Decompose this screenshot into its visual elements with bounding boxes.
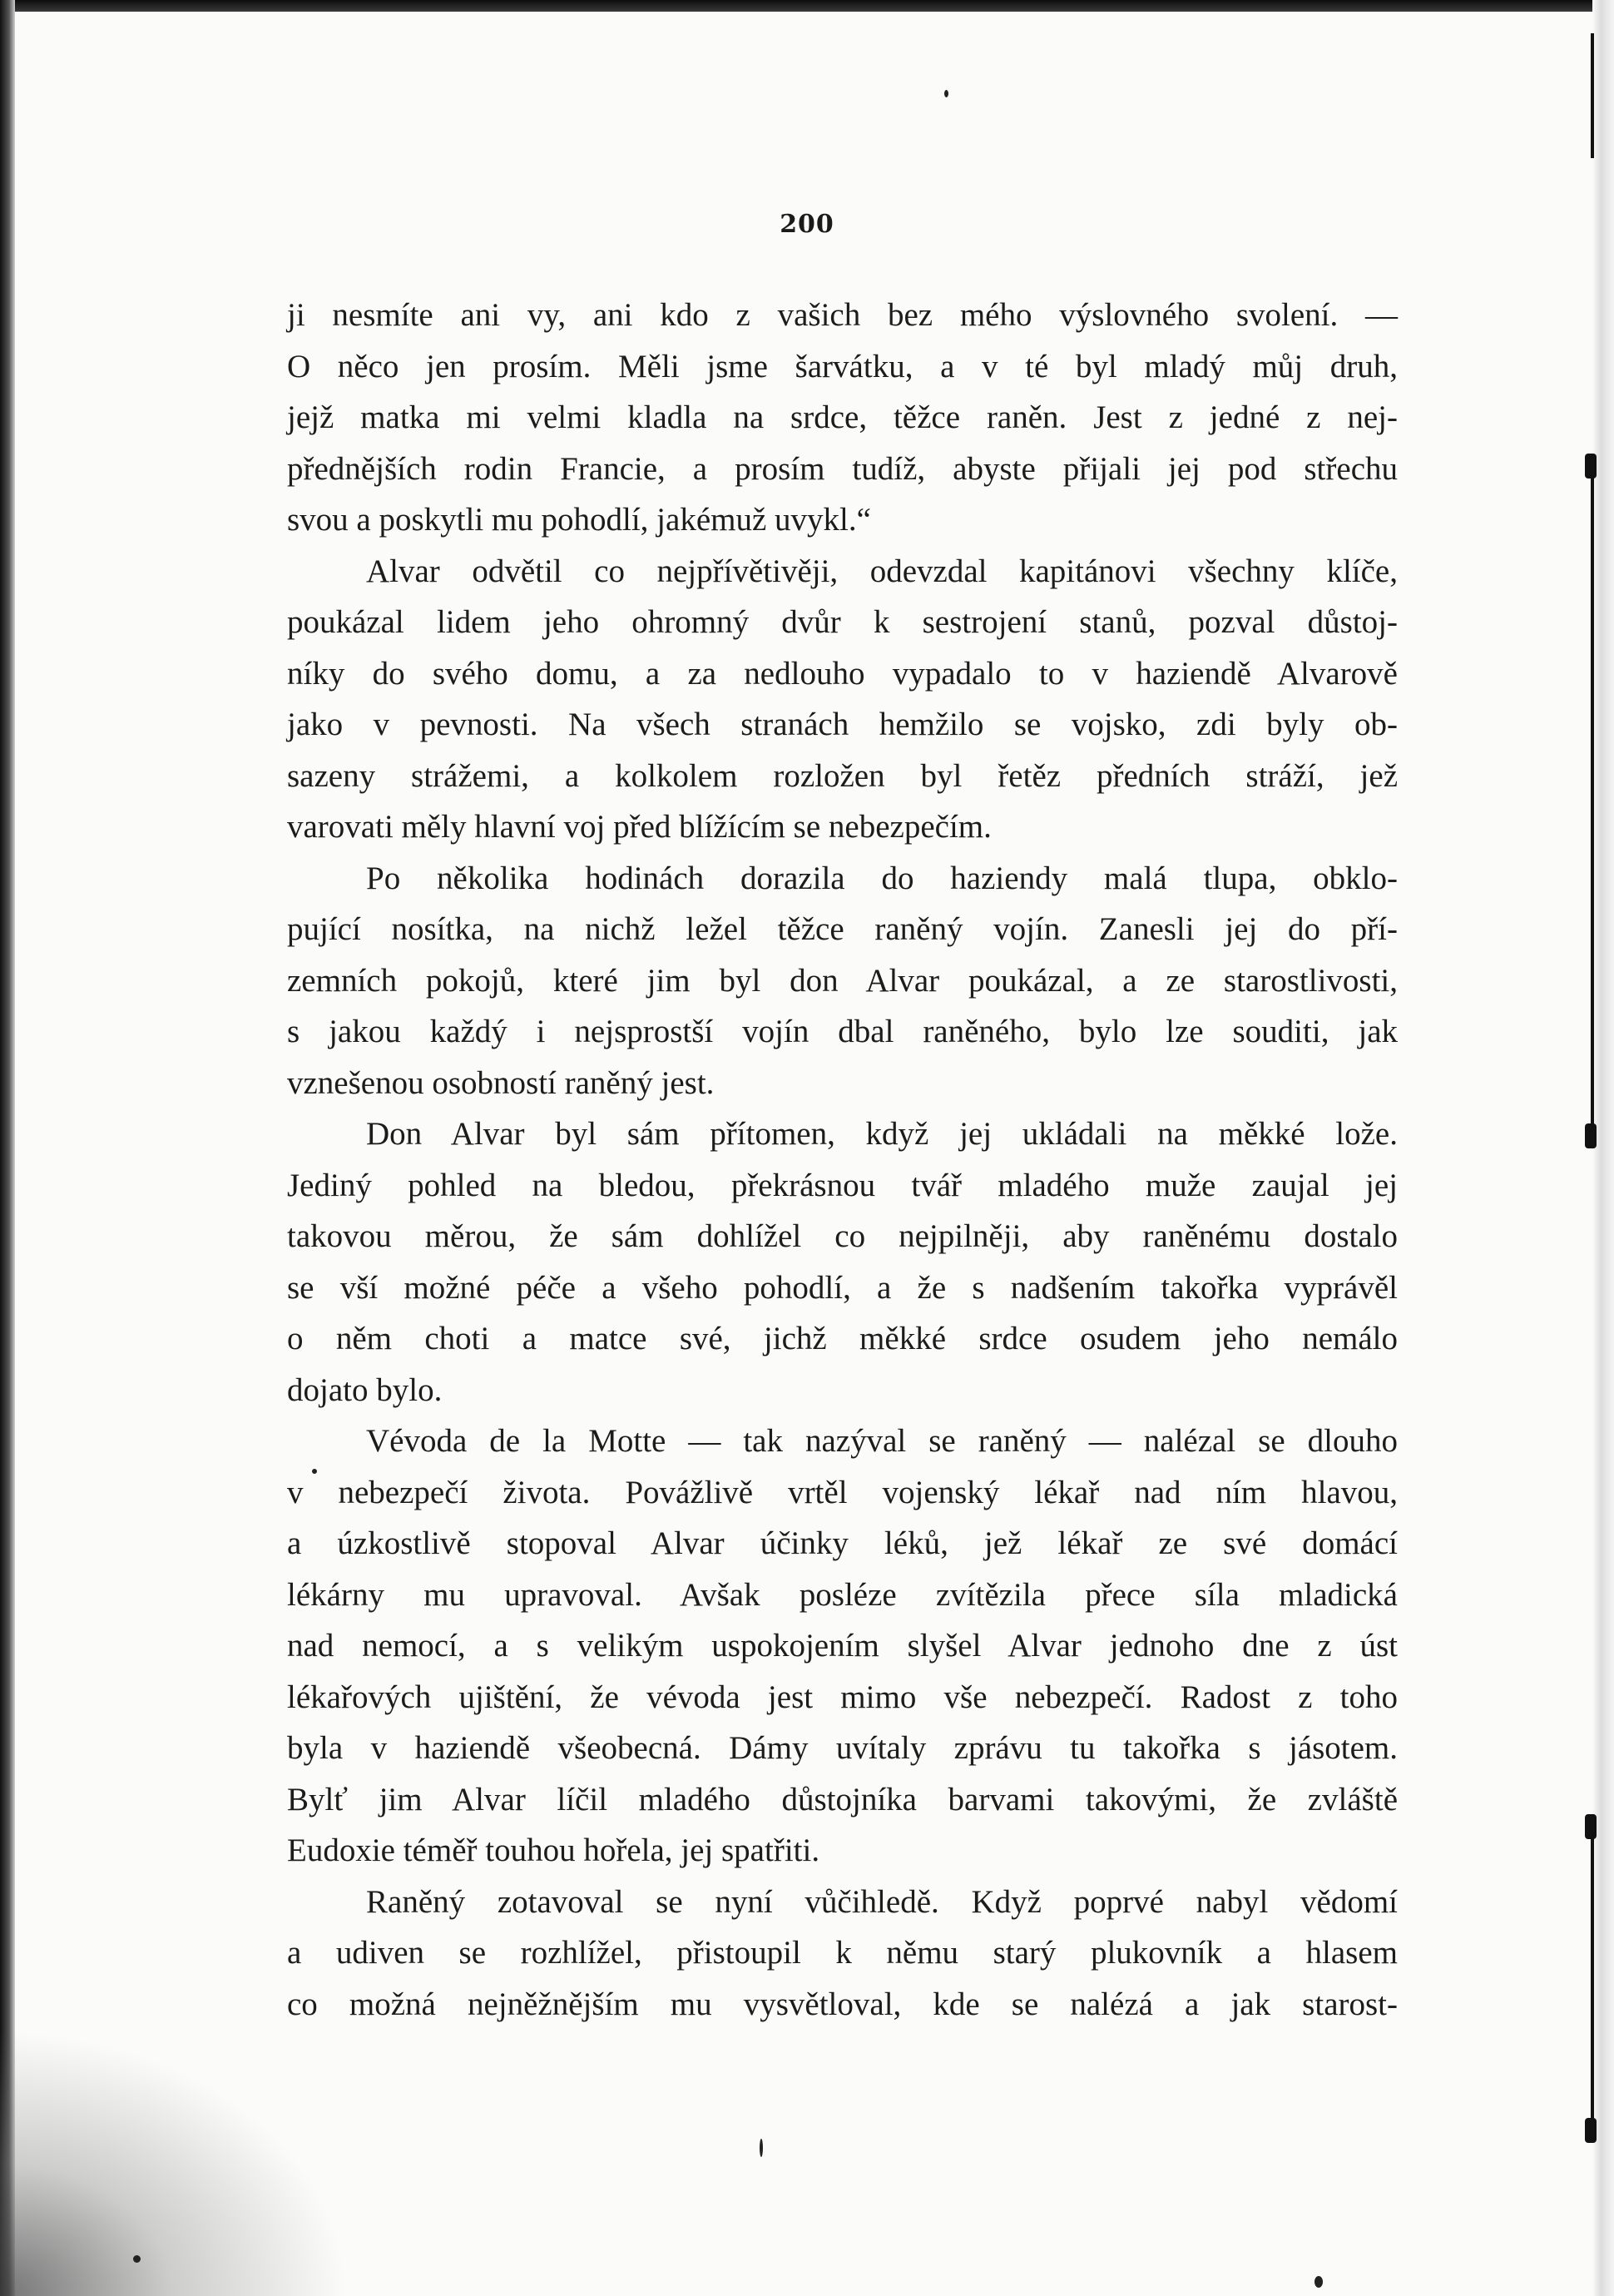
text-line: varovati měly hlavní voj před blížícím se nebezpečím. [287,809,992,845]
text-line: Bylť jim Alvar líčil mladého důstojníka barvami takovými, že zvláště [287,1781,1398,1817]
text-line: a úzkostlivě stopoval Alvar účinky léků, jež lékař ze své domácí [287,1525,1398,1561]
text-line: dojato bylo. [287,1371,443,1408]
binding-mark [1585,2118,1597,2143]
body-text [287,290,1398,2030]
text-line: jako v pevnosti. Na všech stranách hemžilo se vojsko, zdi byly ob- [287,707,1398,742]
text-line: lékařových ujištění, že vévoda jest mimo vše nebezpečí. Radost z toho [287,1679,1398,1715]
text-line: vznešenou osobností raněný jest. [287,1064,715,1101]
text-line: se vší možné péče a všeho pohodlí, a že s nadšením takořka vyprávěl [287,1269,1398,1306]
scan-speck [944,90,948,97]
scan-smudge [0,2030,349,2296]
scan-edge-right [1592,0,1614,2296]
text-line: Vévoda de la Motte — tak nazýval se raněný — nalézal se dlouho [366,1423,1398,1459]
text-line: Po několika hodinách dorazila do haziendy malá tlupa, obklo- [366,860,1398,896]
text-line: s jakou každý i nejsprostší vojín dbal raněného, bylo lze souditi, jak [287,1014,1398,1049]
scan-speck [1314,2276,1323,2288]
text-line: Alvar odvětil co nejpřívětivěji, odevzdal kapitánovi všechny klíče, [366,553,1398,589]
text-line: ji nesmíte ani vy, ani kdo z vašich bez mého výslovného svolení. — [287,297,1398,333]
text-line: níky do svého domu, a za nedlouho vypadalo to v haziendě Alvarově [287,655,1398,692]
scan-edge-left [0,0,15,2296]
text-line: o něm choti a matce své, jichž měkké srdce osudem jeho nemálo [287,1321,1398,1356]
scan-speck [760,2139,763,2157]
text-line: lékárny mu upravoval. Avšak posléze zvítězila přece síla mladická [287,1576,1398,1613]
binding-mark [1585,1814,1597,1839]
binding-shadow [1591,1814,1594,2130]
text-line: jejž matka mi velmi kladla na srdce, těžce raněn. Jest z jedné z nej- [287,399,1398,435]
text-line: nad nemocí, a s velikým uspokojením slyšel Alvar jednoho dne z úst [287,1628,1398,1664]
text-line: svou a poskytli mu pohodlí, jakémuž uvykl.“ [287,502,871,538]
text-line: zemních pokojů, které jim byl don Alvar poukázal, a ze starostlivosti, [287,962,1398,999]
text-line: Don Alvar byl sám přítomen, když jej ukládali na měkké lože. [366,1116,1398,1152]
page-number: 200 [780,210,834,239]
binding-mark [1585,454,1597,479]
text-line: takovou měrou, že sám dohlížel co nejpilněji, aby raněnému dostalo [287,1218,1398,1254]
text-line: v nebezpečí života. Povážlivě vrtěl vojenský lékař nad ním hlavou, [287,1474,1398,1510]
text-line: poukázal lidem jeho ohromný dvůr k sestrojení stanů, pozval důstoj- [287,604,1398,640]
text-line: O něco jen prosím. Měli jsme šarvátku, a v té byl mladý můj druh, [287,348,1398,384]
binding-mark [1585,1123,1597,1148]
text-line: co možná nejněžnějším mu vysvětloval, kde se nalézá a jak starost- [287,1986,1398,2022]
text-line: sazeny strážemi, a kolkolem rozložen byl řetěz předních stráží, jež [287,757,1398,794]
text-line: Jediný pohled na bledou, překrásnou tvář mladého muže zaujal jej [287,1167,1398,1203]
scan-speck [133,2255,141,2263]
text-line: byla v haziendě všeobecná. Dámy uvítaly zprávu tu takořka s jásotem. [287,1730,1398,1766]
text-line: přednějších rodin Francie, a prosím tudíž, abyste přijali jej pod střechu [287,450,1398,487]
text-line: a udiven se rozhlížel, přistoupil k němu starý plukovník a hlasem [287,1935,1398,1971]
text-line: Raněný zotavoval se nyní vůčihledě. Když poprvé nabyl vědomí [366,1883,1398,1920]
binding-shadow [1591,33,1594,158]
text-line: Eudoxie téměř touhou hořela, jej spatřiti. [287,1832,820,1868]
text-line: pující nosítka, na nichž ležel těžce raněný vojín. Zanesli jej do pří- [287,911,1398,947]
binding-shadow [1591,466,1594,1132]
scan-edge-top [0,0,1614,12]
